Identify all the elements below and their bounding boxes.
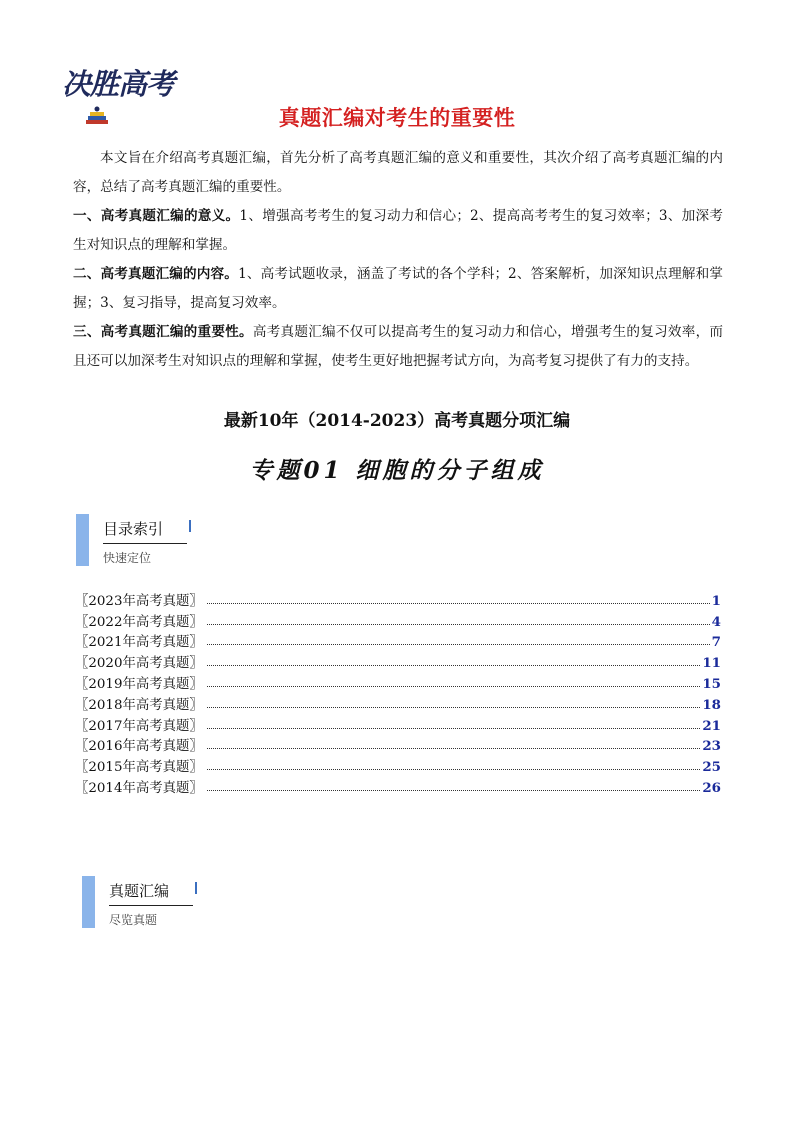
header-mark-icon: [195, 882, 197, 894]
point-2: [73, 260, 723, 318]
toc-item[interactable]: [75, 630, 721, 651]
toc-item-page[interactable]: 1: [711, 592, 721, 609]
collection-subtitle: 最新10年（2014-2023）高考真题分项汇编: [223, 411, 571, 431]
toc-leader-dots: [207, 686, 701, 687]
toc-header-subtitle: 快速定位: [103, 551, 152, 565]
toc-item-page[interactable]: 21: [702, 717, 721, 734]
header-mark-icon: [189, 520, 191, 532]
toc-leader-dots: [207, 603, 710, 604]
main-title: 真题汇编对考生的重要性: [278, 106, 516, 130]
toc-item-page[interactable]: 7: [711, 634, 721, 651]
toc-leader-dots: [207, 728, 701, 729]
logo-text: 决胜高考: [62, 67, 175, 101]
toc-item-label: 〖2023年高考真题〗: [75, 593, 203, 609]
toc-item-page[interactable]: 25: [702, 759, 721, 776]
point-2-text: 1、高考试题收录，涵盖了考试的各个学科；2、答案解析，加深知识点理解和掌握；3、复习指导，提高复习效率。: [73, 266, 724, 311]
toc-item[interactable]: [75, 609, 721, 630]
toc-item-label: 〖2022年高考真题〗: [75, 614, 203, 630]
point-3-text: 高考真题汇编不仅可以提高考生的复习动力和信心，增强考生的复习效率，而且还可以加深考生对知识点的理解和掌握，使考生更好地把握考试方向，为高考复习提供了有力的支持。: [73, 324, 724, 369]
topic-title: 专题01 细胞的分子组成: [249, 457, 545, 484]
toc-item-page[interactable]: 11: [702, 655, 721, 672]
header-underline: [103, 543, 187, 544]
section-accent-bar: [82, 876, 95, 928]
toc-item-label: 〖2021年高考真题〗: [75, 635, 203, 651]
toc-item-label: 〖2016年高考真题〗: [75, 739, 203, 755]
intro-paragraph: 本文旨在介绍高考真题汇编，首先分析了高考真题汇编的意义和重要性，其次介绍了高考真题汇编的内容，总结了高考真题汇编的重要性。: [73, 150, 723, 195]
point-1-text: 1、增强高考考生的复习动力和信心；2、提高高考考生的复习效率；3、加深考生对知识点的理解和掌握。: [73, 208, 724, 253]
toc-item[interactable]: [75, 734, 721, 755]
toc-item-page[interactable]: 26: [702, 779, 721, 796]
header-underline: [109, 905, 193, 906]
point-3-head: 三、高考真题汇编的重要性。: [73, 324, 253, 340]
toc-item-page[interactable]: 4: [711, 613, 721, 630]
toc-leader-dots: [207, 748, 701, 749]
toc-item-label: 〖2014年高考真题〗: [75, 780, 203, 796]
table-of-contents: [75, 588, 721, 796]
point-2-head: 二、高考真题汇编的内容。: [73, 266, 239, 282]
toc-leader-dots: [207, 624, 710, 625]
toc-item[interactable]: [75, 692, 721, 713]
toc-leader-dots: [207, 790, 701, 791]
toc-item[interactable]: [75, 775, 721, 796]
toc-leader-dots: [207, 644, 710, 645]
toc-item[interactable]: [75, 588, 721, 609]
toc-leader-dots: [207, 769, 701, 770]
toc-leader-dots: [207, 665, 701, 666]
point-3: [73, 318, 723, 376]
point-1-head: 一、高考真题汇编的意义。: [73, 208, 240, 224]
toc-item[interactable]: [75, 671, 721, 692]
toc-item-label: 〖2018年高考真题〗: [75, 697, 203, 713]
point-1: [73, 202, 723, 260]
toc-item-label: 〖2019年高考真题〗: [75, 676, 203, 692]
section-accent-bar: [76, 514, 89, 566]
toc-item[interactable]: [75, 713, 721, 734]
toc-item-label: 〖2017年高考真题〗: [75, 718, 203, 734]
toc-item-label: 〖2020年高考真题〗: [75, 656, 203, 672]
toc-item[interactable]: [75, 650, 721, 671]
toc-item[interactable]: [75, 754, 721, 775]
toc-item-page[interactable]: 23: [702, 738, 721, 755]
section2-header-title: 真题汇编: [109, 882, 170, 900]
toc-header-title: 目录索引: [103, 520, 164, 538]
section2-header-subtitle: 尽览真题: [109, 913, 158, 927]
toc-leader-dots: [207, 707, 701, 708]
body-text: [73, 144, 723, 376]
toc-item-label: 〖2015年高考真题〗: [75, 760, 203, 776]
toc-item-page[interactable]: 18: [702, 696, 721, 713]
toc-item-page[interactable]: 15: [702, 675, 721, 692]
